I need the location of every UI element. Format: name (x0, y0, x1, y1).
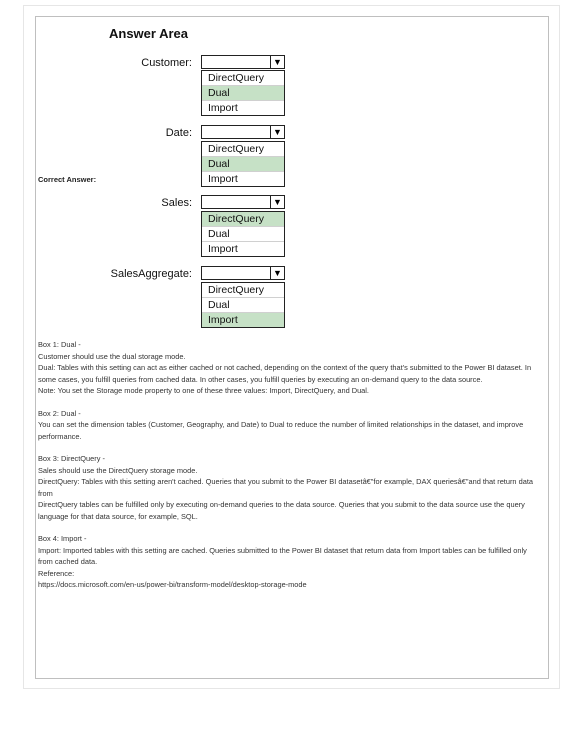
chevron-down-icon[interactable]: ▼ (270, 126, 284, 138)
date-options (201, 141, 285, 187)
option-dual[interactable]: Dual (202, 297, 284, 312)
correct-answer-label: Correct Answer: (38, 175, 97, 184)
chevron-down-icon[interactable]: ▼ (270, 196, 284, 208)
date-dropdown[interactable] (201, 125, 285, 139)
box1-text: Dual: Tables with this setting can act as either cached or not cached, depending on the context of the query that's submitted to the Power BI dataset. In some cases, you fulfill queries from cached data. In other cases, you fulfill queries by executing an on-demand query to the data source. (38, 363, 532, 384)
box3-text: Sales should use the DirectQuery storage mode. (38, 465, 198, 475)
salesaggregate-options (201, 282, 285, 328)
option-dual[interactable]: Dual (202, 226, 284, 241)
option-directquery[interactable]: DirectQuery (202, 212, 284, 226)
customer-dropdown[interactable] (201, 55, 285, 69)
date-label: Date: (165, 127, 192, 139)
salesaggregate-dropdown[interactable] (201, 266, 285, 280)
sales-options (201, 211, 285, 257)
box3-heading: Box 3: DirectQuery - (38, 454, 105, 463)
chevron-down-icon[interactable]: ▼ (270, 56, 284, 68)
chevron-down-icon[interactable]: ▼ (270, 267, 284, 279)
box2-text: You can set the dimension tables (Customer, Geography, and Date) to Dual to reduce the number of limited relationships in the dataset, and improve performance. (38, 420, 524, 441)
answer-area-title: Answer Area (109, 26, 188, 41)
sales-label: Sales: (161, 197, 192, 209)
explanation (38, 339, 543, 591)
customer-label: Customer: (141, 57, 192, 69)
option-import[interactable]: Import (202, 312, 284, 327)
box3-text: DirectQuery tables can be fulfilled only by executing on-demand queries to the data source. Queries that you submit to the data source use the query language for that data source, for example, SQL. (38, 500, 525, 521)
option-directquery[interactable]: DirectQuery (208, 72, 265, 84)
option-directquery[interactable]: DirectQuery (208, 284, 265, 296)
option-directquery[interactable]: DirectQuery (208, 143, 265, 155)
salesaggregate-label: SalesAggregate: (110, 268, 192, 280)
reference-link[interactable]: https://docs.microsoft.com/en-us/power-bi/transform-model/desktop-storage-mode (38, 580, 307, 589)
customer-options (201, 70, 285, 116)
box1-text: Customer should use the dual storage mode. (38, 351, 186, 361)
option-import[interactable]: Import (202, 100, 284, 115)
reference-label: Reference: (38, 568, 75, 578)
box1-heading: Box 1: Dual - (38, 340, 81, 349)
box1-note: Note: You set the Storage mode property to one of these three values: Import, DirectQuery, and Dual. (38, 386, 369, 395)
option-dual[interactable]: Dual (202, 85, 284, 100)
box2-heading: Box 2: Dual - (38, 408, 81, 418)
option-dual[interactable]: Dual (202, 156, 284, 171)
box3-text: DirectQuery: Tables with this setting aren't cached. Queries that you submit to the Power BI datasetâ€"for example, DAX queriesâ€"and that return data from (38, 477, 533, 498)
sales-dropdown[interactable] (201, 195, 285, 209)
option-import[interactable]: Import (202, 171, 284, 186)
box4-text: Import: Imported tables with this setting are cached. Queries submitted to the Power BI dataset that return data from Import tables can be fulfilled only from cached data. (38, 545, 527, 566)
option-import[interactable]: Import (202, 241, 284, 256)
box4-heading: Box 4: Import - (38, 534, 87, 543)
